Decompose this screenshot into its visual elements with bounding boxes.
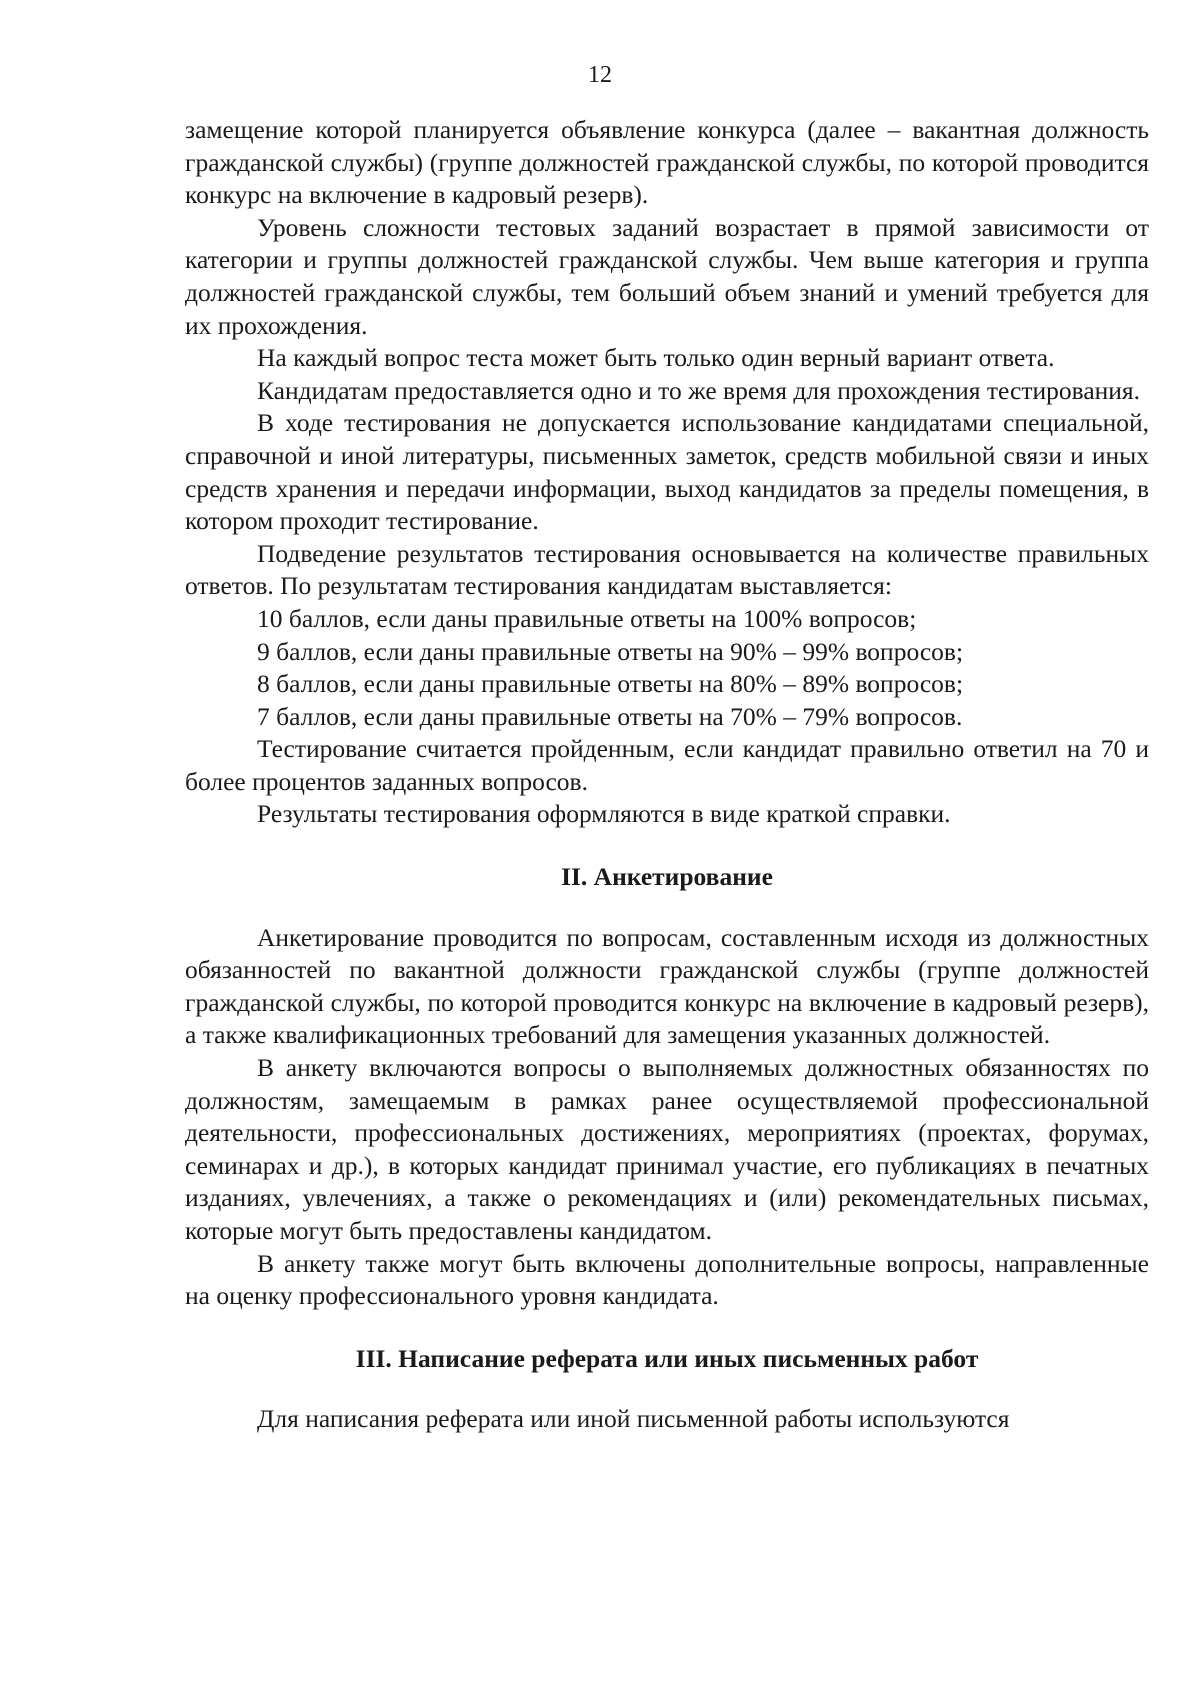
page-number: 12 [588, 62, 612, 88]
paragraph: Результаты тестирования оформляются в виде краткой справки. [257, 799, 951, 829]
document-body [185, 114, 1149, 1436]
paragraph: Уровень сложности тестовых заданий возрастает в прямой зависимости от категории и группы должностей гражданской службы. Чем выше категория и группа должностей гражданской службы, тем больший объем знаний и умений требуется для их прохождения. [185, 212, 1149, 340]
paragraph: замещение которой планируется объявление конкурса (далее – вакантная должность гражданской службы) (группе должностей гражданской службы, по которой проводится конкурс на включение в кадровый резерв). [185, 115, 1149, 210]
paragraph: На каждый вопрос теста может быть только один верный вариант ответа. [257, 343, 1055, 373]
paragraph: Кандидатам предоставляется одно и то же время для прохождения тестирования. [257, 375, 1141, 405]
paragraph: Подведение результатов тестирования основывается на количестве правильных ответов. По результатам тестирования кандидатам выставляется: [185, 538, 1149, 601]
score-list-item: 9 баллов, если даны правильные ответы на 90% – 99% вопросов; [257, 636, 964, 666]
section-heading: III. Написание реферата или иных письменных работ [355, 1343, 979, 1373]
paragraph: Тестирование считается пройденным, если кандидат правильно ответил на 70 и более процентов заданных вопросов. [185, 734, 1149, 796]
section-heading: II. Анкетирование [561, 862, 773, 892]
score-list-item: 10 баллов, если даны правильные ответы на 100% вопросов; [257, 603, 917, 633]
paragraph: Для написания реферата или иной письменной работы используются [257, 1404, 1010, 1434]
score-list-item: 7 баллов, если даны правильные ответы на 70% – 79% вопросов. [257, 701, 963, 731]
paragraph: В анкету также могут быть включены дополнительные вопросы, направленные на оценку профессионального уровня кандидата. [185, 1248, 1149, 1311]
paragraph: В ходе тестирования не допускается использование кандидатами специальной, справочной и иной литературы, письменных заметок, средств мобильной связи и иных средств хранения и передачи информации, выход кандидатов за пределы помещения, в котором проходит тестирование. [185, 408, 1149, 536]
score-list-item: 8 баллов, если даны правильные ответы на 80% – 89% вопросов; [257, 669, 964, 699]
paragraph: Анкетирование проводится по вопросам, составленным исходя из должностных обязанностей по вакантной должности гражданской службы (группе должностей гражданской службы, по которой проводится конкурс на включение в кадровый резерв), а также квалификационных требований для замещения указанных должностей. [185, 922, 1149, 1050]
paragraph: В анкету включаются вопросы о выполняемых должностных обязанностях по должностям, замещаемым в рамках ранее осуществляемой профессиональной деятельности, профессиональных достижениях, мероприятиях (проектах, форумах, семинарах и др.), в которых кандидат принимал участие, его публикациях в печатных изданиях, увлечениях, а также о рекомендациях и (или) рекомендательных письмах, которые могут быть предоставлены кандидатом. [185, 1053, 1149, 1245]
